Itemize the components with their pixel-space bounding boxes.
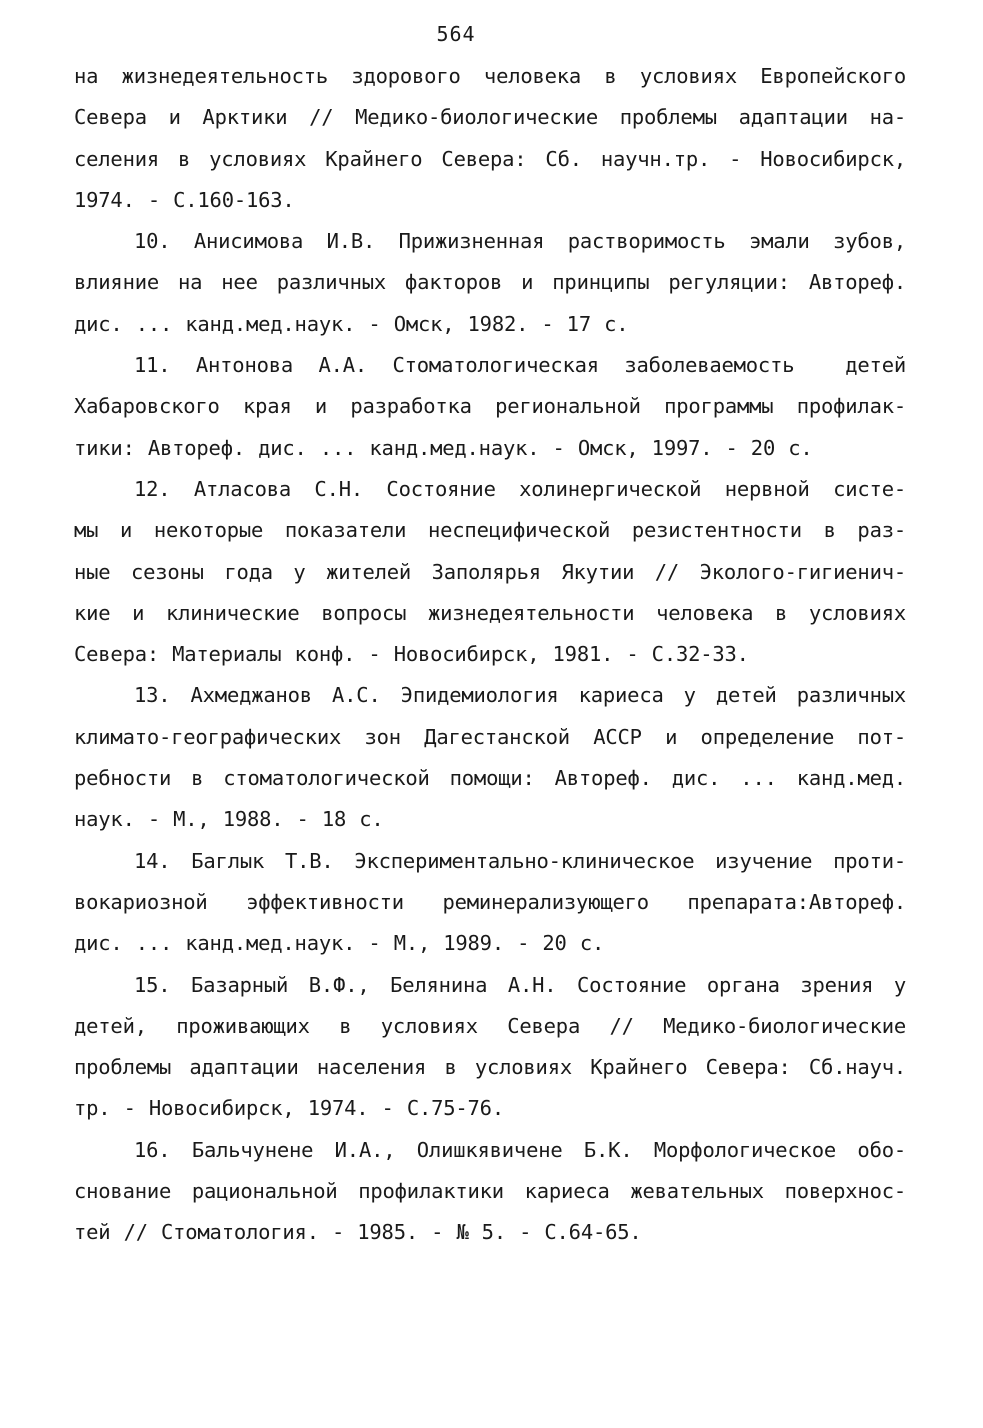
- bibliography-line: мы и некоторые показатели неспецифической резистентности в раз-: [74, 518, 906, 543]
- bibliography-entry-start-line: 13. Ахмеджанов А.С. Эпидемиология кариеса у детей различных: [134, 683, 906, 708]
- bibliography-line: влияние на нее различных факторов и принципы регуляции: Автореф.: [74, 270, 906, 295]
- bibliography-text: [74, 56, 906, 1254]
- bibliography-line: тр. - Новосибирск, 1974. - С.75-76.: [74, 1096, 504, 1121]
- bibliography-entry-start-line: 14. Баглык Т.В. Экспериментально-клиническое изучение проти-: [134, 848, 906, 873]
- bibliography-entry-start-line: 10. Анисимова И.В. Прижизненная растворимость эмали зубов,: [134, 229, 906, 254]
- bibliography-line: проблемы адаптации населения в условиях Крайнего Севера: Сб.науч.: [74, 1055, 906, 1080]
- bibliography-entry-start-line: 11. Антонова А.А. Стоматологическая заболеваемость детей: [134, 353, 906, 378]
- bibliography-entry-start-line: 15. Базарный В.Ф., Белянина А.Н. Состояние органа зрения у: [134, 972, 906, 997]
- bibliography-line: ные сезоны года у жителей Заполярья Якутии // Эколого-гигиенич-: [74, 559, 906, 584]
- bibliography-line: Хабаровского края и разработка региональной программы профилак-: [74, 394, 906, 419]
- bibliography-line: кие и клинические вопросы жизнедеятельности человека в условиях: [74, 600, 906, 625]
- bibliography-line: дис. ... канд.мед.наук. - Омск, 1982. - 17 с.: [74, 311, 629, 336]
- bibliography-line: тики: Автореф. дис. ... канд.мед.наук. - Омск, 1997. - 20 с.: [74, 435, 813, 460]
- bibliography-line: Севера: Материалы конф. - Новосибирск, 1981. - С.32-33.: [74, 642, 749, 667]
- bibliography-line: тей // Стоматология. - 1985. - № 5. - С.64-65.: [74, 1220, 642, 1245]
- bibliography-line: наук. - М., 1988. - 18 с.: [74, 807, 384, 832]
- bibliography-line: на жизнедеятельность здорового человека в условиях Европейского: [74, 64, 906, 88]
- bibliography-entry-start-line: 12. Атласова С.Н. Состояние холинергической нервной систе-: [134, 476, 906, 501]
- bibliography-line: ребности в стоматологической помощи: Автореф. дис. ... канд.мед.: [74, 766, 906, 791]
- bibliography-entry-start-line: 16. Бальчунене И.А., Олишкявичене Б.К. Морфологическое обо-: [134, 1137, 906, 1162]
- bibliography-line: климато-географических зон Дагестанской АССР и определение пот-: [74, 724, 906, 749]
- bibliography-line: дис. ... канд.мед.наук. - М., 1989. - 20 с.: [74, 931, 605, 956]
- bibliography-line: снование рациональной профилактики кариеса жевательных поверхнос-: [74, 1179, 906, 1204]
- page-number: 564: [436, 22, 476, 46]
- bibliography-line: селения в условиях Крайнего Севера: Сб. научн.тр. - Новосибирск,: [74, 146, 906, 171]
- bibliography-line: вокариозной эффективности реминерализующего препарата:Автореф.: [74, 889, 906, 914]
- bibliography-line: 1974. - С.160-163.: [74, 187, 295, 212]
- bibliography-line: детей, проживающих в условиях Севера // Медико-биологические: [74, 1013, 906, 1038]
- bibliography-line: Севера и Арктики // Медико-биологические проблемы адаптации на-: [74, 105, 906, 130]
